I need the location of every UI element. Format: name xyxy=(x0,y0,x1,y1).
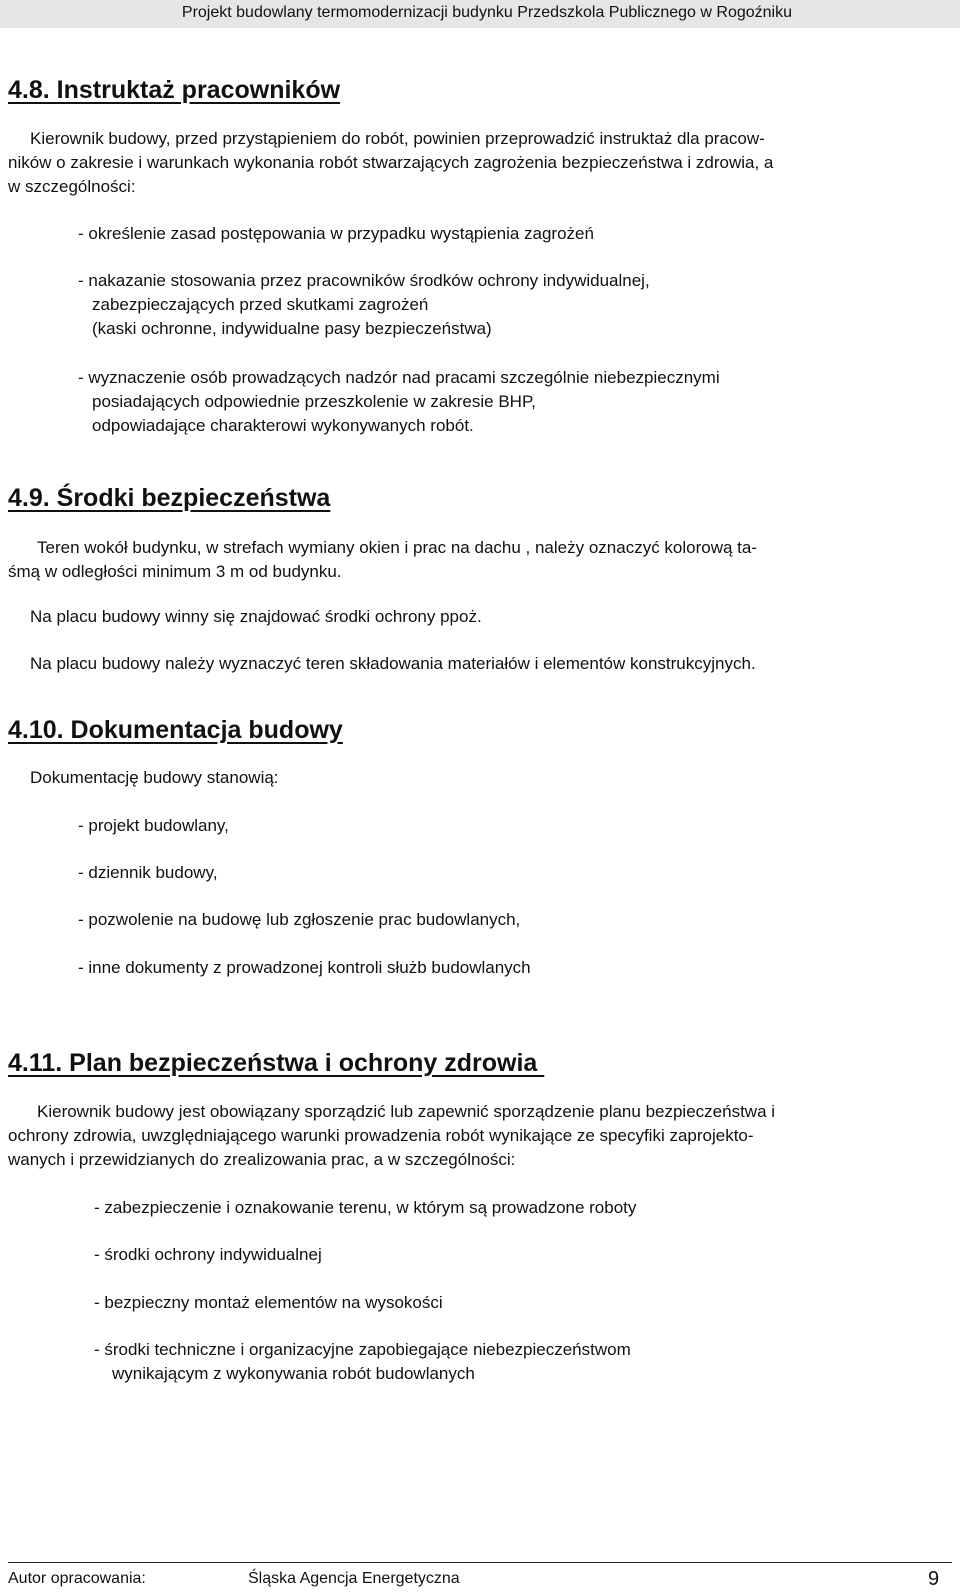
section-4-9-paragraph: Na placu budowy należy wyznaczyć teren składowania materiałów i elementów konstrukcyjnych. xyxy=(30,654,756,673)
section-4-8-list-item: - nakazanie stosowania przez pracowników środków ochrony indywidualnej, xyxy=(78,271,650,290)
section-4-11-intro-line: ochrony zdrowia, uwzględniającego warunki prowadzenia robót wynikające ze specyfiki zaprojekto- xyxy=(8,1126,754,1145)
section-4-8-intro-line: Kierownik budowy, przed przystąpieniem do robót, powinien przeprowadzić instruktaż dla pracow- xyxy=(30,129,765,148)
section-4-11-list-item: - środki techniczne i organizacyjne zapobiegające niebezpieczeństwom xyxy=(94,1340,631,1359)
document-header-title: Projekt budowlany termomodernizacji budynku Przedszkola Publicznego w Rogoźniku xyxy=(181,4,792,21)
section-4-11-intro-line: Kierownik budowy jest obowiązany sporządzić lub zapewnić sporządzenie planu bezpieczeństwa i xyxy=(37,1102,776,1121)
footer-divider xyxy=(8,1562,952,1563)
section-4-11-list-item: - środki ochrony indywidualnej xyxy=(94,1245,322,1264)
section-4-10-list-item: - pozwolenie na budowę lub zgłoszenie prac budowlanych, xyxy=(78,910,521,929)
section-4-11-list-item-cont: wynikającym z wykonywania robót budowlanych xyxy=(112,1364,475,1383)
section-4-8-list-item: - wyznaczenie osób prowadzących nadzór nad pracami szczególnie niebezpiecznymi xyxy=(78,368,720,387)
section-4-11-heading: 4.11. Plan bezpieczeństwa i ochrony zdrowia xyxy=(8,1049,545,1077)
footer-author-label: Autor opracowania: xyxy=(8,1570,146,1587)
section-4-8-list-item-cont: odpowiadające charakterowi wykonywanych robót. xyxy=(92,416,474,435)
section-4-10-list-item: - projekt budowlany, xyxy=(78,816,229,835)
section-4-10-list-item: - inne dokumenty z prowadzonej kontroli służb budowlanych xyxy=(78,958,531,977)
section-4-11-intro-line: wanych i przewidzianych do zrealizowania prac, a w szczególności: xyxy=(8,1150,516,1169)
section-4-9-heading: 4.9. Środki bezpieczeństwa xyxy=(8,484,331,512)
section-4-11-list-item: - bezpieczny montaż elementów na wysokości xyxy=(94,1293,443,1312)
section-4-9-paragraph: Na placu budowy winny się znajdować środki ochrony ppoż. xyxy=(30,607,482,626)
section-4-8-list-item-cont: posiadających odpowiednie przeszkolenie w zakresie BHP, xyxy=(92,392,536,411)
section-4-8-heading: 4.8. Instruktaż pracowników xyxy=(8,76,341,104)
section-4-10-list-item: - dziennik budowy, xyxy=(78,863,218,882)
section-4-10-intro: Dokumentację budowy stanowią: xyxy=(30,768,279,787)
section-4-8-intro-line: ników o zakresie i warunkach wykonania robót stwarzających zagrożenia bezpieczeństwa i zdrowia, a xyxy=(8,153,774,172)
footer-author: Śląska Agencja Energetyczna xyxy=(248,1570,460,1587)
section-4-8-list-item-cont: (kaski ochronne, indywidualne pasy bezpieczeństwa) xyxy=(92,319,492,338)
section-4-8-list-item: - określenie zasad postępowania w przypadku wystąpienia zagrożeń xyxy=(78,224,594,243)
section-4-8-intro-line: w szczególności: xyxy=(8,177,136,196)
section-4-8-list-item-cont: zabezpieczających przed skutkami zagrożeń xyxy=(92,295,429,314)
section-4-10-heading: 4.10. Dokumentacja budowy xyxy=(8,716,343,744)
footer-page-number: 9 xyxy=(928,1568,940,1590)
section-4-9-paragraph-line: śmą w odległości minimum 3 m od budynku. xyxy=(8,562,342,581)
section-4-9-paragraph-line: Teren wokół budynku, w strefach wymiany okien i prac na dachu , należy oznaczyć kolorową ta- xyxy=(37,538,758,557)
section-4-11-list-item: - zabezpieczenie i oznakowanie terenu, w którym są prowadzone roboty xyxy=(94,1198,637,1217)
